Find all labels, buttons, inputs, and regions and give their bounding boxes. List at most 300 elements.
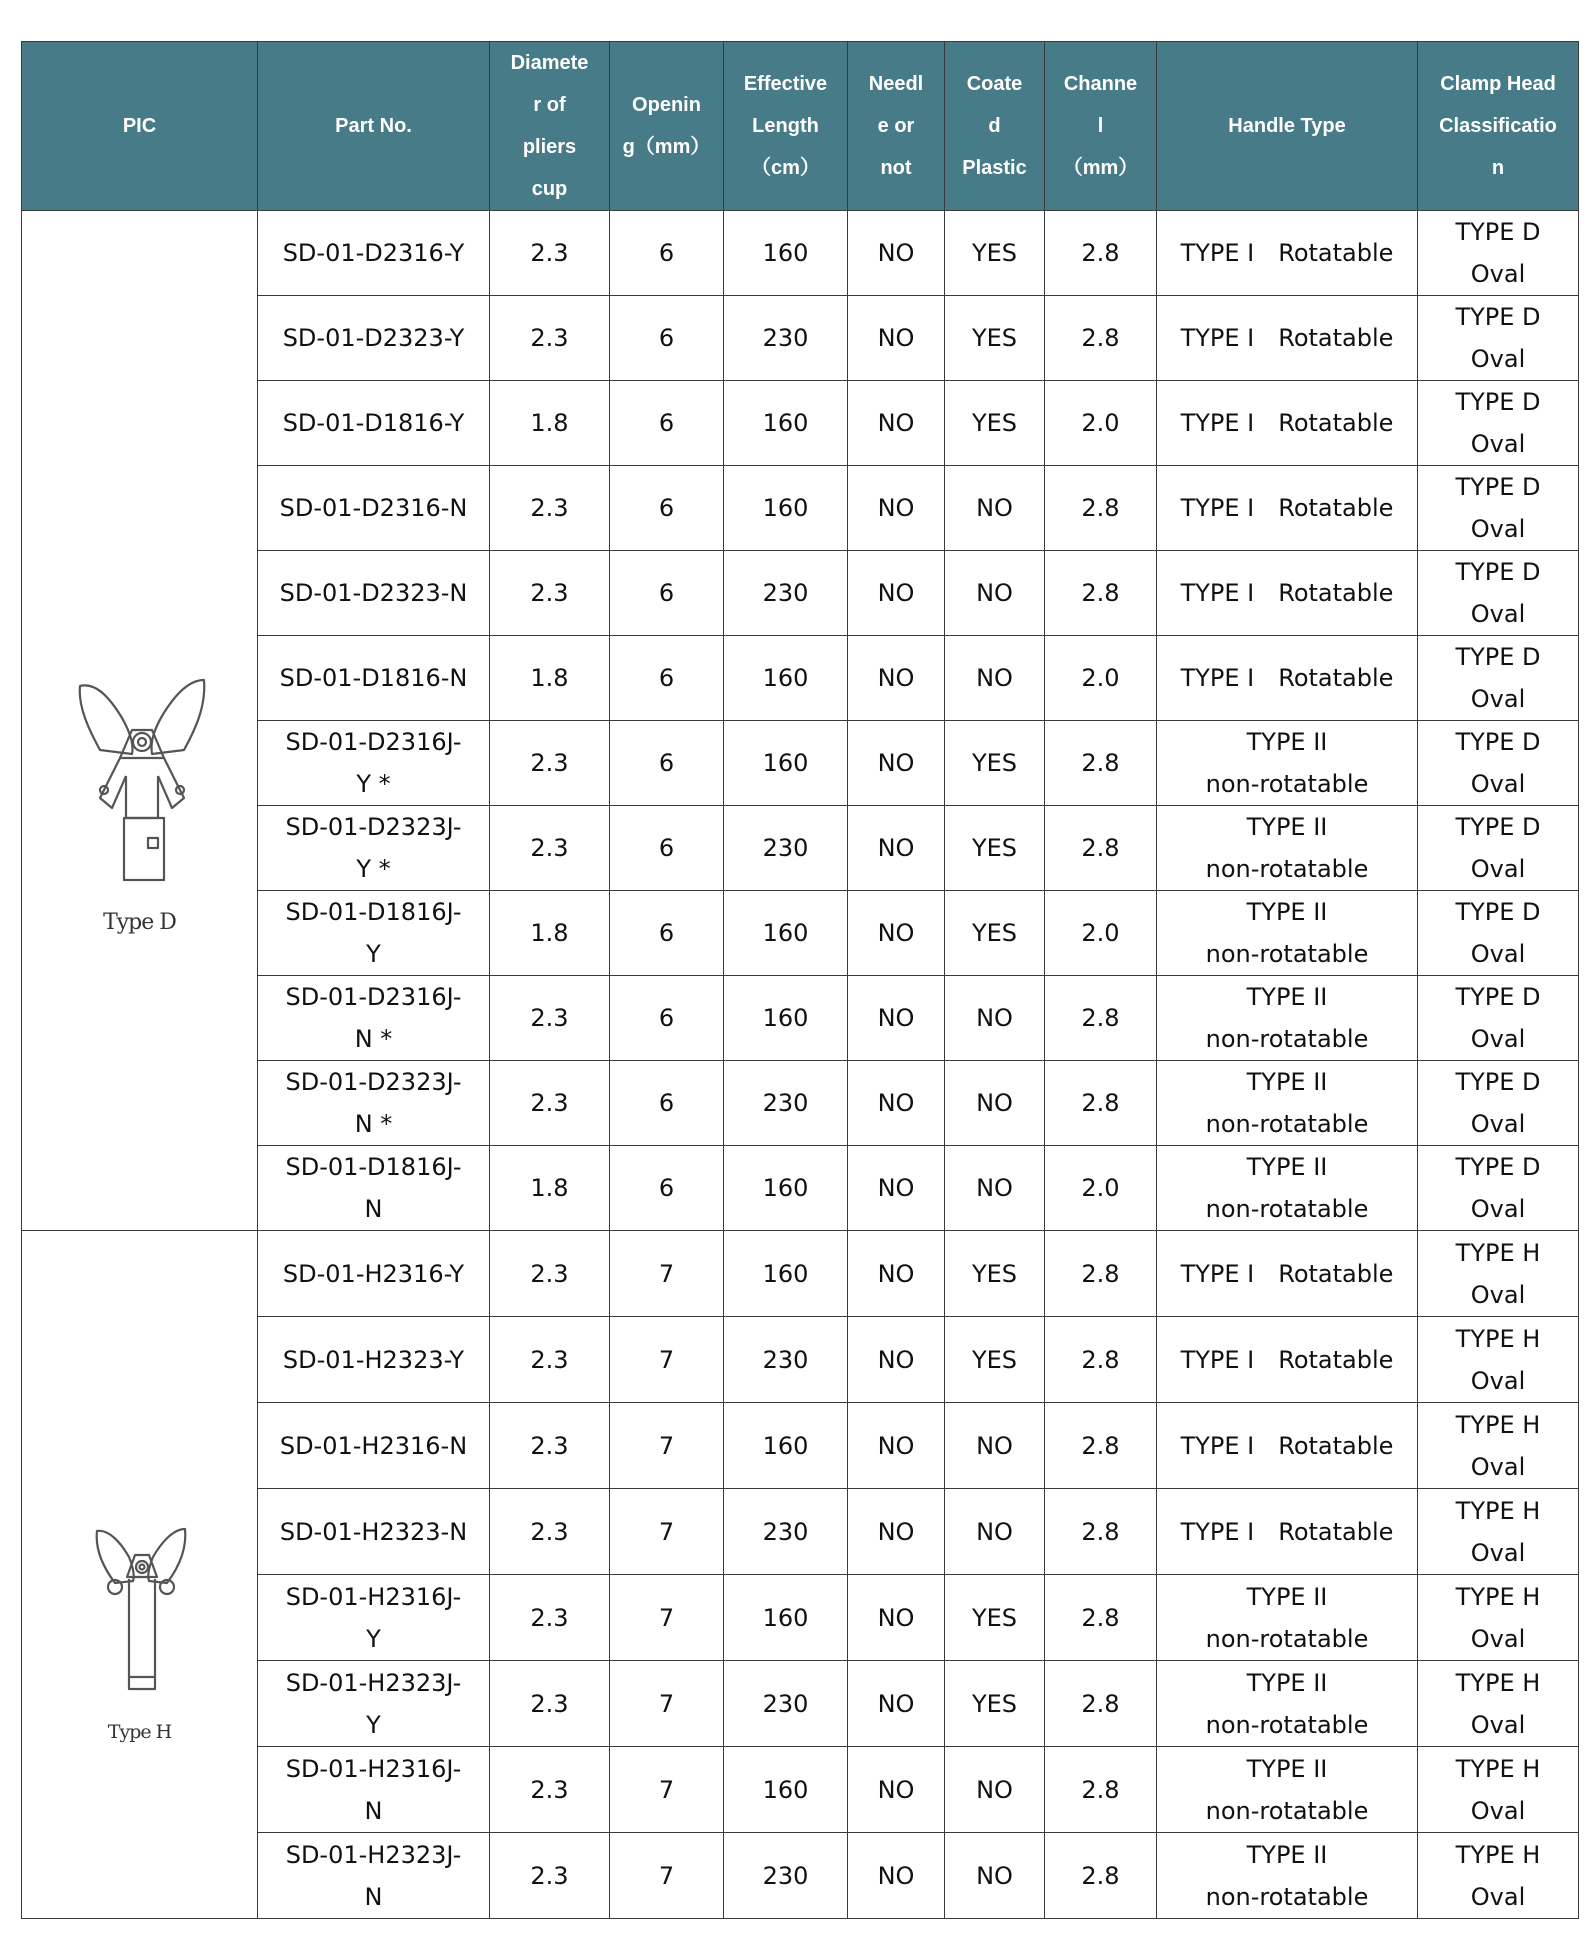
type-h-caption: Type H (107, 1720, 172, 1743)
handle-type-cell (1157, 1833, 1418, 1919)
clamp-head-cell (1418, 976, 1579, 1061)
part-no-cell-line: SD-01-D2316-N (279, 494, 468, 522)
length-cell: 230 (724, 1317, 848, 1403)
header-effective-length: Effective Length （cm） (724, 42, 848, 211)
part-no-cell-line: Y * (356, 855, 391, 883)
diameter-cell: 2.3 (490, 1489, 610, 1575)
needle-cell: NO (848, 296, 945, 381)
clamp-head-cell-line: TYPE H (1455, 1840, 1541, 1869)
clamp-head-cell-line: TYPE H (1455, 1668, 1541, 1697)
handle-type-cell-line: TYPE II (1246, 983, 1328, 1011)
clamp-head-cell-line: TYPE D (1455, 643, 1541, 671)
header-channel: Channe l （mm） (1045, 42, 1157, 211)
part-no-cell (258, 806, 490, 891)
part-no-cell-line: SD-01-D2316-Y (282, 239, 465, 267)
handle-type-cell-line: non-rotatable (1205, 940, 1369, 968)
part-no-cell-line: SD-01-D1816-N (279, 664, 468, 692)
diameter-cell: 2.3 (490, 1403, 610, 1489)
diameter-cell: 2.3 (490, 976, 610, 1061)
needle-cell: NO (848, 806, 945, 891)
opening-cell: 7 (610, 1403, 724, 1489)
handle-type-cell (1157, 721, 1418, 806)
needle-cell: NO (848, 381, 945, 466)
opening-cell: 6 (610, 466, 724, 551)
part-no-cell-line: SD-01-D2316J- (285, 728, 462, 756)
clamp-head-cell-line: Oval (1470, 600, 1526, 628)
clamp-head-cell-line: Oval (1470, 1882, 1526, 1911)
channel-cell: 2.0 (1045, 891, 1157, 976)
needle-cell: NO (848, 976, 945, 1061)
handle-type-cell-line: non-rotatable (1205, 1110, 1369, 1138)
handle-type-cell (1157, 211, 1418, 296)
coated-cell: NO (945, 976, 1045, 1061)
needle-cell: NO (848, 1833, 945, 1919)
length-cell: 230 (724, 551, 848, 636)
length-cell: 160 (724, 1575, 848, 1661)
clamp-head-cell (1418, 1146, 1579, 1231)
part-no-cell (258, 466, 490, 551)
channel-cell: 2.0 (1045, 1146, 1157, 1231)
clamp-head-cell-line: Oval (1470, 430, 1526, 458)
clamp-head-cell (1418, 1575, 1579, 1661)
header-opening: Openin g（mm） (610, 42, 724, 211)
channel-cell: 2.8 (1045, 806, 1157, 891)
clamp-head-cell-line: Oval (1470, 1710, 1526, 1739)
needle-cell: NO (848, 636, 945, 721)
clamp-head-cell-line: TYPE D (1455, 1068, 1541, 1096)
part-no-cell-line: SD-01-D1816J- (285, 1153, 462, 1181)
clamp-head-cell (1418, 1061, 1579, 1146)
handle-type-cell (1157, 1489, 1418, 1575)
part-no-cell (258, 891, 490, 976)
opening-cell: 6 (610, 551, 724, 636)
channel-cell: 2.0 (1045, 381, 1157, 466)
diameter-cell: 2.3 (490, 466, 610, 551)
length-cell: 230 (724, 1061, 848, 1146)
coated-cell: YES (945, 1661, 1045, 1747)
part-no-cell-line: SD-01-H2323J- (285, 1668, 462, 1697)
header-part-no: Part No. (258, 42, 490, 211)
clamp-head-cell-line: TYPE D (1455, 813, 1541, 841)
part-no-cell (258, 1146, 490, 1231)
coated-cell: NO (945, 466, 1045, 551)
part-no-cell (258, 1403, 490, 1489)
clamp-head-cell-line: TYPE H (1455, 1410, 1541, 1439)
diameter-cell: 1.8 (490, 636, 610, 721)
part-no-cell-line: Y * (356, 770, 391, 798)
coated-cell: YES (945, 1317, 1045, 1403)
clamp-head-cell-line: Oval (1470, 1452, 1526, 1481)
part-no-cell (258, 976, 490, 1061)
opening-cell: 6 (610, 806, 724, 891)
part-no-cell (258, 296, 490, 381)
part-no-cell-line: SD-01-H2323-Y (282, 1345, 465, 1374)
length-cell: 230 (724, 296, 848, 381)
clamp-head-cell-line: TYPE H (1455, 1496, 1541, 1525)
handle-type-cell (1157, 1231, 1418, 1317)
part-no-cell-line: SD-01-H2316J- (285, 1582, 462, 1611)
clamp-head-cell-line: Oval (1470, 1110, 1526, 1138)
diameter-cell: 2.3 (490, 296, 610, 381)
diameter-cell: 2.3 (490, 1231, 610, 1317)
clamp-head-cell (1418, 1833, 1579, 1919)
type-h-picture (22, 1517, 257, 1753)
length-cell: 160 (724, 636, 848, 721)
coated-cell: YES (945, 891, 1045, 976)
diameter-cell: 2.3 (490, 211, 610, 296)
handle-type-cell-line: TYPE I Rotatable (1180, 324, 1394, 352)
pic-cell-type-h (22, 1231, 258, 1919)
handle-type-cell (1157, 1661, 1418, 1747)
part-no-cell (258, 1575, 490, 1661)
header-row (22, 42, 1579, 211)
clamp-head-cell (1418, 721, 1579, 806)
length-cell: 160 (724, 976, 848, 1061)
part-no-cell-line: SD-01-H2316-N (279, 1431, 468, 1460)
part-no-cell-line: Y (366, 1710, 381, 1739)
channel-cell: 2.8 (1045, 1833, 1157, 1919)
diameter-cell: 2.3 (490, 1661, 610, 1747)
clamp-head-cell-line: TYPE D (1455, 388, 1541, 416)
channel-cell: 2.8 (1045, 976, 1157, 1061)
coated-cell: YES (945, 1231, 1045, 1317)
part-no-cell-line: N (364, 1195, 383, 1223)
part-no-cell (258, 1661, 490, 1747)
clamp-head-cell (1418, 551, 1579, 636)
clamp-head-cell-line: TYPE D (1455, 303, 1541, 331)
opening-cell: 6 (610, 891, 724, 976)
coated-cell: NO (945, 636, 1045, 721)
coated-cell: NO (945, 1833, 1045, 1919)
diameter-cell: 1.8 (490, 1146, 610, 1231)
handle-type-cell-line: TYPE I Rotatable (1180, 579, 1394, 607)
part-no-cell-line: N * (354, 1110, 393, 1138)
header-needle: Needl e or not (848, 42, 945, 211)
channel-cell: 2.8 (1045, 1403, 1157, 1489)
opening-cell: 7 (610, 1231, 724, 1317)
coated-cell: YES (945, 1575, 1045, 1661)
clamp-head-cell-line: Oval (1470, 1280, 1526, 1309)
channel-cell: 2.8 (1045, 721, 1157, 806)
diameter-cell: 2.3 (490, 806, 610, 891)
clamp-head-cell-line: TYPE D (1455, 1153, 1541, 1181)
handle-type-cell-line: non-rotatable (1205, 1882, 1369, 1911)
part-no-cell (258, 381, 490, 466)
channel-cell: 2.8 (1045, 466, 1157, 551)
channel-cell: 2.8 (1045, 211, 1157, 296)
part-no-cell-line: N * (354, 1025, 393, 1053)
header-handle-type: Handle Type (1157, 42, 1418, 211)
handle-type-cell-line: TYPE II (1246, 1754, 1328, 1783)
needle-cell: NO (848, 1231, 945, 1317)
needle-cell: NO (848, 1146, 945, 1231)
handle-type-cell-line: non-rotatable (1205, 1796, 1369, 1825)
part-no-cell-line: SD-01-D2323-Y (282, 324, 465, 352)
table-body (22, 211, 1579, 1919)
opening-cell: 7 (610, 1317, 724, 1403)
clamp-head-cell-line: TYPE D (1455, 473, 1541, 501)
header-diameter: Diamete r of pliers cup (490, 42, 610, 211)
opening-cell: 6 (610, 1061, 724, 1146)
handle-type-cell-line: TYPE I Rotatable (1180, 1259, 1394, 1288)
diameter-cell: 2.3 (490, 1575, 610, 1661)
diameter-cell: 2.3 (490, 1747, 610, 1833)
channel-cell: 2.8 (1045, 296, 1157, 381)
clamp-type-d-icon (60, 658, 220, 888)
part-no-cell-line: Y (366, 1624, 381, 1653)
coated-cell: NO (945, 1489, 1045, 1575)
part-no-cell (258, 1231, 490, 1317)
handle-type-cell-line: TYPE II (1246, 1582, 1328, 1611)
needle-cell: NO (848, 721, 945, 806)
needle-cell: NO (848, 1317, 945, 1403)
length-cell: 230 (724, 806, 848, 891)
part-no-cell (258, 721, 490, 806)
table-row (22, 1231, 1579, 1317)
part-no-cell (258, 636, 490, 721)
clamp-head-cell-line: Oval (1470, 1624, 1526, 1653)
handle-type-cell (1157, 891, 1418, 976)
part-no-cell-line: SD-01-D2323J- (285, 813, 462, 841)
handle-type-cell (1157, 381, 1418, 466)
part-no-cell (258, 1061, 490, 1146)
length-cell: 160 (724, 1231, 848, 1317)
pic-cell-type-d (22, 211, 258, 1231)
handle-type-cell (1157, 466, 1418, 551)
clamp-head-cell-line: TYPE H (1455, 1582, 1541, 1611)
length-cell: 160 (724, 1403, 848, 1489)
needle-cell: NO (848, 211, 945, 296)
handle-type-cell (1157, 806, 1418, 891)
channel-cell: 2.8 (1045, 1061, 1157, 1146)
handle-type-cell-line: TYPE I Rotatable (1180, 409, 1394, 437)
opening-cell: 6 (610, 721, 724, 806)
opening-cell: 6 (610, 636, 724, 721)
clamp-head-cell-line: TYPE D (1455, 728, 1541, 756)
clamp-head-cell-line: Oval (1470, 1025, 1526, 1053)
opening-cell: 6 (610, 381, 724, 466)
part-no-cell-line: Y (366, 940, 381, 968)
diameter-cell: 1.8 (490, 381, 610, 466)
clamp-head-cell-line: Oval (1470, 940, 1526, 968)
clamp-head-cell-line: Oval (1470, 1366, 1526, 1395)
opening-cell: 7 (610, 1747, 724, 1833)
clamp-head-cell-line: Oval (1470, 260, 1526, 288)
product-spec-table (21, 41, 1579, 1919)
length-cell: 160 (724, 211, 848, 296)
opening-cell: 6 (610, 211, 724, 296)
clamp-head-cell (1418, 296, 1579, 381)
handle-type-cell (1157, 636, 1418, 721)
diameter-cell: 2.3 (490, 1061, 610, 1146)
coated-cell: YES (945, 296, 1045, 381)
handle-type-cell (1157, 1061, 1418, 1146)
clamp-head-cell-line: TYPE D (1455, 218, 1541, 246)
clamp-head-cell-line: Oval (1470, 515, 1526, 543)
coated-cell: YES (945, 211, 1045, 296)
handle-type-cell (1157, 296, 1418, 381)
table-row (22, 211, 1579, 296)
diameter-cell: 1.8 (490, 891, 610, 976)
handle-type-cell-line: TYPE II (1246, 1068, 1328, 1096)
handle-type-cell-line: TYPE II (1246, 1840, 1328, 1869)
length-cell: 160 (724, 1747, 848, 1833)
coated-cell: NO (945, 551, 1045, 636)
channel-cell: 2.8 (1045, 1575, 1157, 1661)
clamp-head-cell (1418, 1317, 1579, 1403)
coated-cell: NO (945, 1403, 1045, 1489)
handle-type-cell-line: non-rotatable (1205, 770, 1369, 798)
handle-type-cell-line: TYPE II (1246, 813, 1328, 841)
needle-cell: NO (848, 1403, 945, 1489)
needle-cell: NO (848, 891, 945, 976)
channel-cell: 2.0 (1045, 636, 1157, 721)
clamp-head-cell-line: Oval (1470, 770, 1526, 798)
coated-cell: NO (945, 1146, 1045, 1231)
diameter-cell: 2.3 (490, 1833, 610, 1919)
type-d-picture (22, 658, 257, 944)
clamp-head-cell-line: Oval (1470, 1538, 1526, 1567)
clamp-head-cell (1418, 891, 1579, 976)
part-no-cell-line: SD-01-H2316-Y (282, 1259, 465, 1288)
handle-type-cell (1157, 1146, 1418, 1231)
part-no-cell-line: N (364, 1882, 383, 1911)
clamp-head-cell (1418, 466, 1579, 551)
opening-cell: 6 (610, 976, 724, 1061)
needle-cell: NO (848, 466, 945, 551)
clamp-head-cell-line: Oval (1470, 855, 1526, 883)
handle-type-cell (1157, 976, 1418, 1061)
handle-type-cell-line: TYPE II (1246, 1668, 1328, 1697)
handle-type-cell-line: non-rotatable (1205, 1710, 1369, 1739)
needle-cell: NO (848, 1489, 945, 1575)
handle-type-cell-line: non-rotatable (1205, 855, 1369, 883)
part-no-cell (258, 551, 490, 636)
clamp-head-cell-line: TYPE D (1455, 898, 1541, 926)
handle-type-cell-line: TYPE I Rotatable (1180, 1431, 1394, 1460)
part-no-cell (258, 1747, 490, 1833)
part-no-cell (258, 211, 490, 296)
clamp-head-cell (1418, 1661, 1579, 1747)
handle-type-cell-line: TYPE I Rotatable (1180, 664, 1394, 692)
handle-type-cell-line: TYPE II (1246, 898, 1328, 926)
channel-cell: 2.8 (1045, 1661, 1157, 1747)
part-no-cell (258, 1317, 490, 1403)
coated-cell: NO (945, 1747, 1045, 1833)
part-no-cell-line: SD-01-D1816J- (285, 898, 462, 926)
part-no-cell-line: SD-01-H2323-N (279, 1517, 468, 1546)
needle-cell: NO (848, 1747, 945, 1833)
channel-cell: 2.8 (1045, 1747, 1157, 1833)
coated-cell: YES (945, 806, 1045, 891)
clamp-head-cell-line: TYPE H (1455, 1324, 1541, 1353)
length-cell: 160 (724, 1146, 848, 1231)
clamp-head-cell-line: TYPE H (1455, 1238, 1541, 1267)
part-no-cell-line: SD-01-H2323J- (285, 1840, 462, 1869)
handle-type-cell-line: TYPE II (1246, 1153, 1328, 1181)
handle-type-cell (1157, 1403, 1418, 1489)
clamp-head-cell (1418, 806, 1579, 891)
handle-type-cell-line: non-rotatable (1205, 1624, 1369, 1653)
clamp-head-cell (1418, 211, 1579, 296)
handle-type-cell-line: TYPE I Rotatable (1180, 1345, 1394, 1374)
handle-type-cell (1157, 551, 1418, 636)
part-no-cell-line: N (364, 1796, 383, 1825)
clamp-head-cell (1418, 1747, 1579, 1833)
clamp-head-cell-line: TYPE H (1455, 1754, 1541, 1783)
clamp-head-cell-line: Oval (1470, 685, 1526, 713)
header-coated-plastic: Coate d Plastic (945, 42, 1045, 211)
needle-cell: NO (848, 1575, 945, 1661)
opening-cell: 7 (610, 1661, 724, 1747)
handle-type-cell-line: TYPE I Rotatable (1180, 1517, 1394, 1546)
handle-type-cell (1157, 1575, 1418, 1661)
channel-cell: 2.8 (1045, 1231, 1157, 1317)
part-no-cell (258, 1489, 490, 1575)
part-no-cell-line: SD-01-D2323-N (279, 579, 468, 607)
needle-cell: NO (848, 1061, 945, 1146)
coated-cell: YES (945, 381, 1045, 466)
length-cell: 160 (724, 721, 848, 806)
handle-type-cell-line: TYPE II (1246, 728, 1328, 756)
channel-cell: 2.8 (1045, 551, 1157, 636)
clamp-type-h-icon (75, 1517, 205, 1697)
length-cell: 160 (724, 381, 848, 466)
diameter-cell: 2.3 (490, 721, 610, 806)
channel-cell: 2.8 (1045, 1489, 1157, 1575)
part-no-cell-line: SD-01-H2316J- (285, 1754, 462, 1783)
channel-cell: 2.8 (1045, 1317, 1157, 1403)
length-cell: 230 (724, 1661, 848, 1747)
clamp-head-cell (1418, 1403, 1579, 1489)
part-no-cell-line: SD-01-D2323J- (285, 1068, 462, 1096)
needle-cell: NO (848, 551, 945, 636)
diameter-cell: 2.3 (490, 551, 610, 636)
clamp-head-cell-line: TYPE D (1455, 558, 1541, 586)
clamp-head-cell-line: TYPE D (1455, 983, 1541, 1011)
clamp-head-cell-line: Oval (1470, 345, 1526, 373)
handle-type-cell-line: non-rotatable (1205, 1025, 1369, 1053)
handle-type-cell (1157, 1747, 1418, 1833)
clamp-head-cell (1418, 381, 1579, 466)
handle-type-cell-line: TYPE I Rotatable (1180, 494, 1394, 522)
clamp-head-cell (1418, 1231, 1579, 1317)
type-d-caption: Type D (103, 909, 176, 935)
handle-type-cell-line: non-rotatable (1205, 1195, 1369, 1223)
header-pic: PIC (22, 42, 258, 211)
diameter-cell: 2.3 (490, 1317, 610, 1403)
opening-cell: 7 (610, 1575, 724, 1661)
opening-cell: 7 (610, 1489, 724, 1575)
coated-cell: YES (945, 721, 1045, 806)
clamp-head-cell (1418, 636, 1579, 721)
needle-cell: NO (848, 1661, 945, 1747)
part-no-cell-line: SD-01-D1816-Y (282, 409, 465, 437)
part-no-cell (258, 1833, 490, 1919)
clamp-head-cell-line: Oval (1470, 1796, 1526, 1825)
length-cell: 160 (724, 891, 848, 976)
opening-cell: 6 (610, 1146, 724, 1231)
opening-cell: 6 (610, 296, 724, 381)
header-clamp-head: Clamp Head Classificatio n (1418, 42, 1579, 211)
clamp-head-cell-line: Oval (1470, 1195, 1526, 1223)
opening-cell: 7 (610, 1833, 724, 1919)
length-cell: 230 (724, 1489, 848, 1575)
length-cell: 230 (724, 1833, 848, 1919)
clamp-head-cell (1418, 1489, 1579, 1575)
length-cell: 160 (724, 466, 848, 551)
coated-cell: NO (945, 1061, 1045, 1146)
